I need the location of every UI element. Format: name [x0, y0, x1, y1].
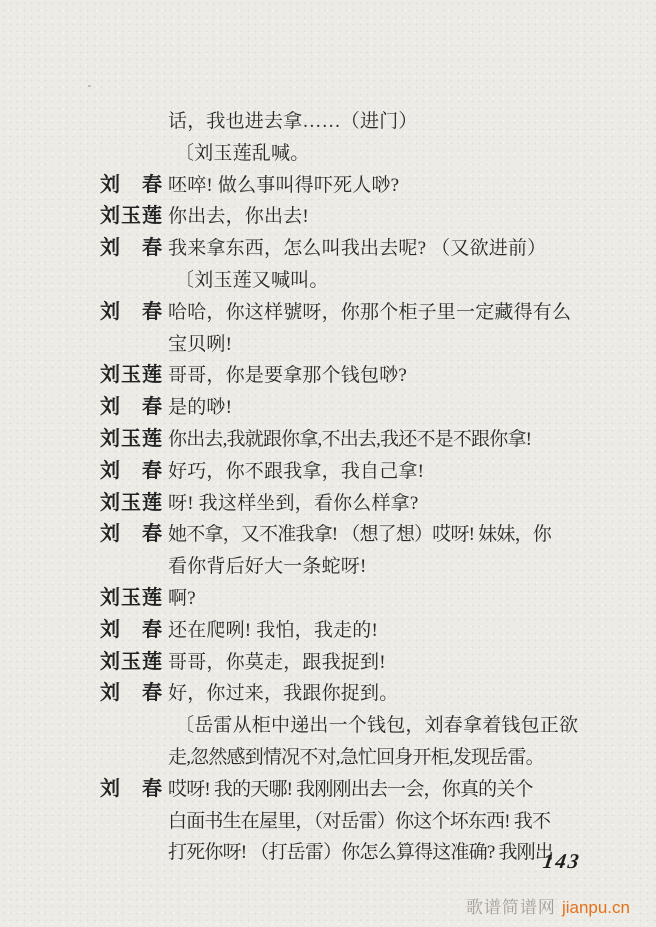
- line-text: 哎呀! 我的天哪! 我刚刚出去一会，你真的关个: [168, 778, 533, 800]
- line-text: 哥哥，你莫走，跟我捉到!: [168, 651, 386, 673]
- script-line: [100, 360, 590, 392]
- script-text-block: [100, 106, 590, 869]
- speaker-name: 刘玉莲: [100, 205, 163, 228]
- paper-speck: [88, 85, 91, 87]
- speaker-name: 刘 春: [100, 523, 163, 546]
- script-line: [100, 615, 590, 647]
- speaker-name: 刘玉莲: [100, 364, 163, 387]
- script-line: [100, 106, 590, 138]
- line-text: 好，你过来，我跟你捉到。: [168, 683, 399, 705]
- line-text: 你出去,我就跟你拿,不出去,我还不是不跟你拿!: [168, 428, 532, 450]
- speaker-name: 刘 春: [100, 682, 163, 705]
- line-text: 啊?: [168, 587, 196, 609]
- line-text: 哈哈，你这样號呀，你那个柜子里一定藏得有么: [168, 301, 572, 323]
- page-number: 143: [541, 849, 583, 873]
- speaker-name: 刘玉莲: [100, 586, 163, 609]
- speaker-name: 刘 春: [100, 777, 163, 800]
- line-text: 好巧，你不跟我拿，我自己拿!: [168, 460, 425, 482]
- speaker-name: 刘 春: [100, 459, 163, 482]
- speaker-name: 刘玉莲: [100, 427, 163, 450]
- script-line: [100, 710, 590, 742]
- speaker-name: 刘 春: [100, 300, 163, 323]
- line-text: 〔刘玉莲又喊叫。: [175, 269, 329, 291]
- line-text: 〔岳雷从柜中递出一个钱包，刘春拿着钱包正欲: [175, 715, 579, 737]
- script-line: [100, 551, 590, 583]
- line-text: 宝贝咧!: [168, 333, 233, 355]
- speaker-name: 刘 春: [100, 237, 163, 260]
- line-text: 还在爬咧! 我怕，我走的!: [168, 619, 379, 641]
- script-line: [100, 170, 590, 202]
- line-text: 她不拿，又不准我拿! （想了想）哎呀! 妹妹，你: [168, 524, 551, 546]
- line-text: 呀! 我这样坐到，看你么样拿?: [168, 492, 419, 514]
- script-line: [100, 678, 590, 710]
- line-text: 我来拿东西，怎么叫我出去呢? （又欲进前）: [168, 238, 547, 260]
- script-line: [100, 201, 590, 233]
- line-text: 话，我也进去拿……（进门）: [168, 111, 418, 132]
- speaker-name: 刘 春: [100, 618, 163, 641]
- watermark: [466, 893, 630, 918]
- script-line: [100, 488, 590, 520]
- script-line: [100, 837, 590, 869]
- script-line: [100, 329, 590, 361]
- script-line: [100, 138, 590, 170]
- line-text: 看你背后好大一条蛇呀!: [168, 556, 367, 578]
- line-text: 哥哥，你是要拿那个钱包唦?: [168, 365, 408, 387]
- line-text: 打死你呀! （打岳雷）你怎么算得这准确? 我刚出: [168, 842, 554, 864]
- watermark-site-name: 歌谱简谱网: [465, 898, 556, 917]
- speaker-name: 刘 春: [100, 396, 163, 419]
- line-text: 走,忽然感到情况不对,急忙回身开柜,发现岳雷。: [168, 746, 544, 768]
- script-line: [100, 583, 590, 615]
- line-text: 你出去，你出去!: [168, 206, 309, 228]
- script-line: [100, 297, 590, 329]
- script-line: [100, 265, 590, 297]
- script-line: [100, 742, 590, 774]
- watermark-site-domain: jianpu.cn: [561, 898, 630, 917]
- script-line: [100, 774, 590, 806]
- line-text: 呸啐! 做么事叫得吓死人唦?: [168, 174, 400, 196]
- script-line: [100, 233, 590, 265]
- script-line: [100, 424, 590, 456]
- line-text: 白面书生在屋里，（对岳雷）你这个坏东西! 我不: [168, 810, 551, 832]
- speaker-name: 刘 春: [100, 173, 163, 196]
- script-line: [100, 519, 590, 551]
- line-text: 〔刘玉莲乱喊。: [175, 142, 310, 164]
- script-line: [100, 647, 590, 679]
- speaker-name: 刘玉莲: [100, 491, 163, 514]
- speaker-name: 刘玉莲: [100, 650, 163, 673]
- script-line: [100, 392, 590, 424]
- line-text: 是的唦!: [168, 397, 233, 419]
- script-line: [100, 456, 590, 488]
- script-line: [100, 806, 590, 838]
